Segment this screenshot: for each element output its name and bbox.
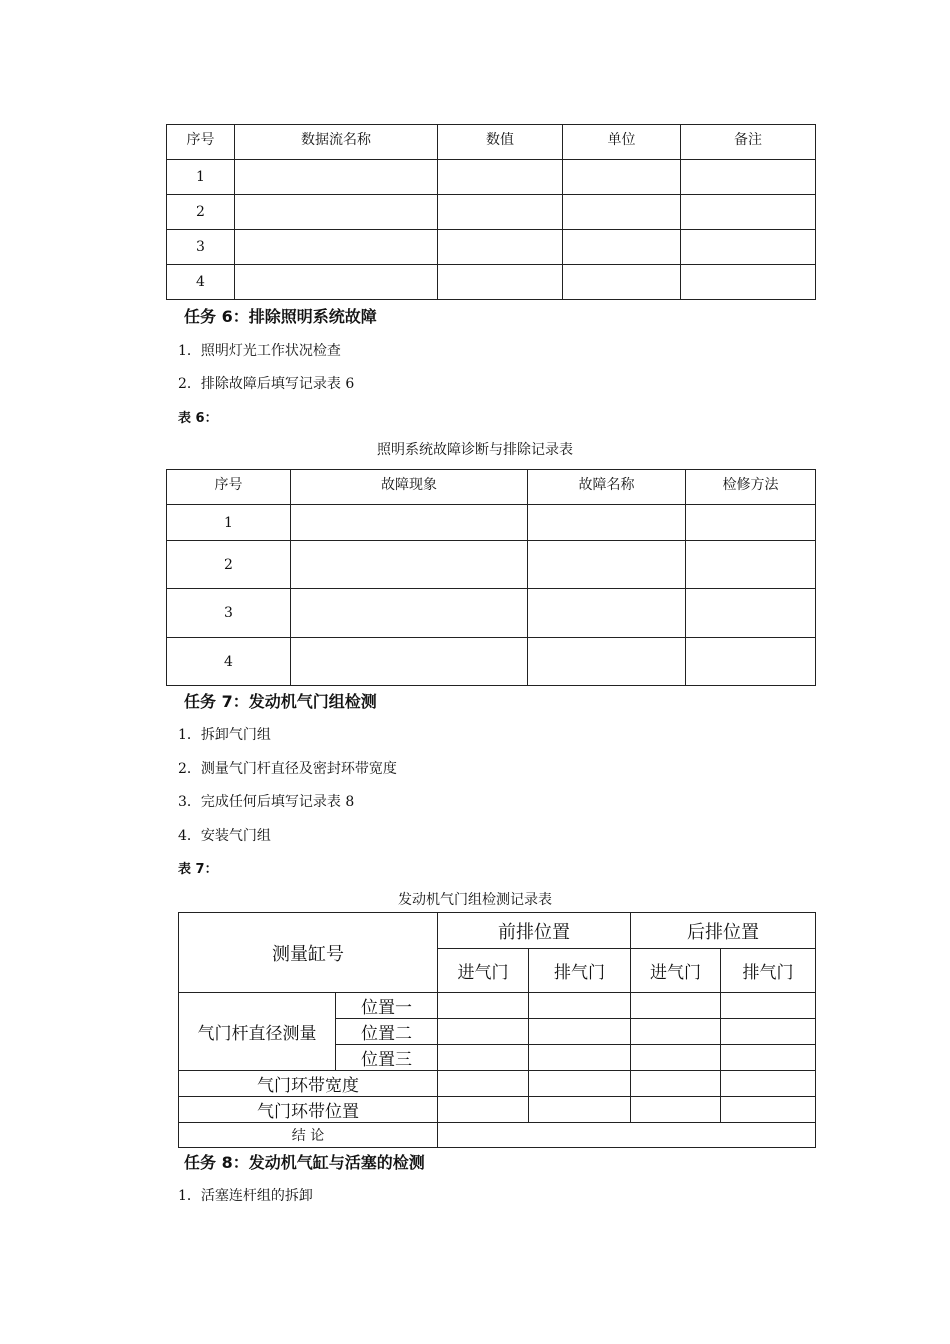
cell[interactable] (291, 638, 528, 686)
cell[interactable] (438, 1045, 529, 1071)
cell[interactable] (631, 993, 721, 1019)
task7-step-1: 1．拆卸气门组 (178, 727, 271, 743)
valve-group-table (178, 912, 816, 1148)
stem-diameter-label: 气门杆直径测量 (179, 993, 336, 1071)
cell[interactable] (563, 195, 681, 230)
front-exhaust-header: 排气门 (529, 949, 631, 993)
cell[interactable] (686, 638, 816, 686)
task8-heading: 任务 8：发动机气缸与活塞的检测 (184, 1153, 425, 1172)
table6-label: 表 6： (178, 411, 218, 426)
front-position-header: 前排位置 (438, 913, 631, 949)
cell[interactable] (563, 160, 681, 195)
row-index: 4 (167, 265, 235, 300)
cell[interactable] (631, 1019, 721, 1045)
cell[interactable] (681, 230, 816, 265)
position-3-label: 位置三 (336, 1045, 438, 1071)
table-row (167, 230, 816, 265)
table-row (167, 505, 816, 541)
table-row (167, 265, 816, 300)
conclusion-label: 结 论 (179, 1123, 438, 1148)
measure-cylinder-header: 测量缸号 (179, 913, 438, 993)
row-index: 1 (167, 505, 291, 541)
cell[interactable] (721, 993, 816, 1019)
rear-intake-header: 进气门 (631, 949, 721, 993)
data-flow-table (166, 124, 816, 300)
task7-step-4: 4．安装气门组 (178, 828, 271, 844)
cell[interactable] (529, 1097, 631, 1123)
table-row (167, 195, 816, 230)
table-row (167, 638, 816, 686)
table-row (179, 1123, 816, 1148)
cell[interactable] (438, 195, 563, 230)
table-row (167, 160, 816, 195)
table-row (179, 1071, 816, 1097)
lighting-fault-table (166, 469, 816, 686)
position-1-label: 位置一 (336, 993, 438, 1019)
cell[interactable] (235, 230, 438, 265)
task6-step-2: 2．排除故障后填写记录表 6 (178, 376, 355, 392)
cell[interactable] (721, 1071, 816, 1097)
header-fault-symptom: 故障现象 (291, 470, 528, 505)
task7-step-3: 3．完成任何后填写记录表 8 (178, 794, 355, 810)
cell[interactable] (438, 1019, 529, 1045)
cell[interactable] (528, 505, 686, 541)
header-remark: 备注 (681, 125, 816, 160)
cell[interactable] (721, 1019, 816, 1045)
cell[interactable] (438, 230, 563, 265)
ring-position-label: 气门环带位置 (179, 1097, 438, 1123)
cell[interactable] (721, 1097, 816, 1123)
cell[interactable] (681, 265, 816, 300)
cell[interactable] (528, 638, 686, 686)
header-index: 序号 (167, 125, 235, 160)
cell[interactable] (529, 1045, 631, 1071)
cell[interactable] (528, 541, 686, 589)
row-index: 3 (167, 230, 235, 265)
header-value: 数值 (438, 125, 563, 160)
cell[interactable] (686, 541, 816, 589)
table-row (179, 1097, 816, 1123)
ring-width-label: 气门环带宽度 (179, 1071, 438, 1097)
cell[interactable] (681, 160, 816, 195)
front-intake-header: 进气门 (438, 949, 529, 993)
row-index: 1 (167, 160, 235, 195)
header-fault-name: 故障名称 (528, 470, 686, 505)
cell[interactable] (291, 589, 528, 638)
cell[interactable] (438, 1071, 529, 1097)
cell[interactable] (438, 1097, 529, 1123)
rear-position-header: 后排位置 (631, 913, 816, 949)
cell[interactable] (438, 993, 529, 1019)
cell[interactable] (529, 993, 631, 1019)
table7-caption: 发动机气门组检测记录表 (398, 892, 552, 908)
task6-step-1: 1．照明灯光工作状况检查 (178, 343, 341, 359)
cell[interactable] (686, 589, 816, 638)
row-index: 3 (167, 589, 291, 638)
task7-step-2: 2．测量气门杆直径及密封环带宽度 (178, 761, 397, 777)
table-row (167, 541, 816, 589)
header-data-flow-name: 数据流名称 (235, 125, 438, 160)
row-index: 4 (167, 638, 291, 686)
cell[interactable] (529, 1071, 631, 1097)
conclusion-cell[interactable] (438, 1123, 816, 1148)
task6-heading: 任务 6：排除照明系统故障 (184, 307, 377, 326)
cell[interactable] (235, 195, 438, 230)
cell[interactable] (291, 541, 528, 589)
table-row (179, 993, 816, 1019)
cell[interactable] (686, 505, 816, 541)
cell[interactable] (721, 1045, 816, 1071)
table7-label: 表 7： (178, 862, 218, 877)
cell[interactable] (291, 505, 528, 541)
cell[interactable] (631, 1045, 721, 1071)
cell[interactable] (563, 265, 681, 300)
task8-step-1: 1．活塞连杆组的拆卸 (178, 1188, 313, 1204)
task7-heading: 任务 7：发动机气门组检测 (184, 692, 377, 711)
header-unit: 单位 (563, 125, 681, 160)
table6-caption: 照明系统故障诊断与排除记录表 (377, 442, 573, 458)
cell[interactable] (681, 195, 816, 230)
cell[interactable] (528, 589, 686, 638)
cell[interactable] (235, 265, 438, 300)
table-row (167, 589, 816, 638)
row-index: 2 (167, 541, 291, 589)
header-repair-method: 检修方法 (686, 470, 816, 505)
cell[interactable] (563, 230, 681, 265)
header-index: 序号 (167, 470, 291, 505)
cell[interactable] (631, 1071, 721, 1097)
cell[interactable] (631, 1097, 721, 1123)
position-2-label: 位置二 (336, 1019, 438, 1045)
cell[interactable] (438, 160, 563, 195)
row-index: 2 (167, 195, 235, 230)
rear-exhaust-header: 排气门 (721, 949, 816, 993)
cell[interactable] (438, 265, 563, 300)
cell[interactable] (529, 1019, 631, 1045)
cell[interactable] (235, 160, 438, 195)
